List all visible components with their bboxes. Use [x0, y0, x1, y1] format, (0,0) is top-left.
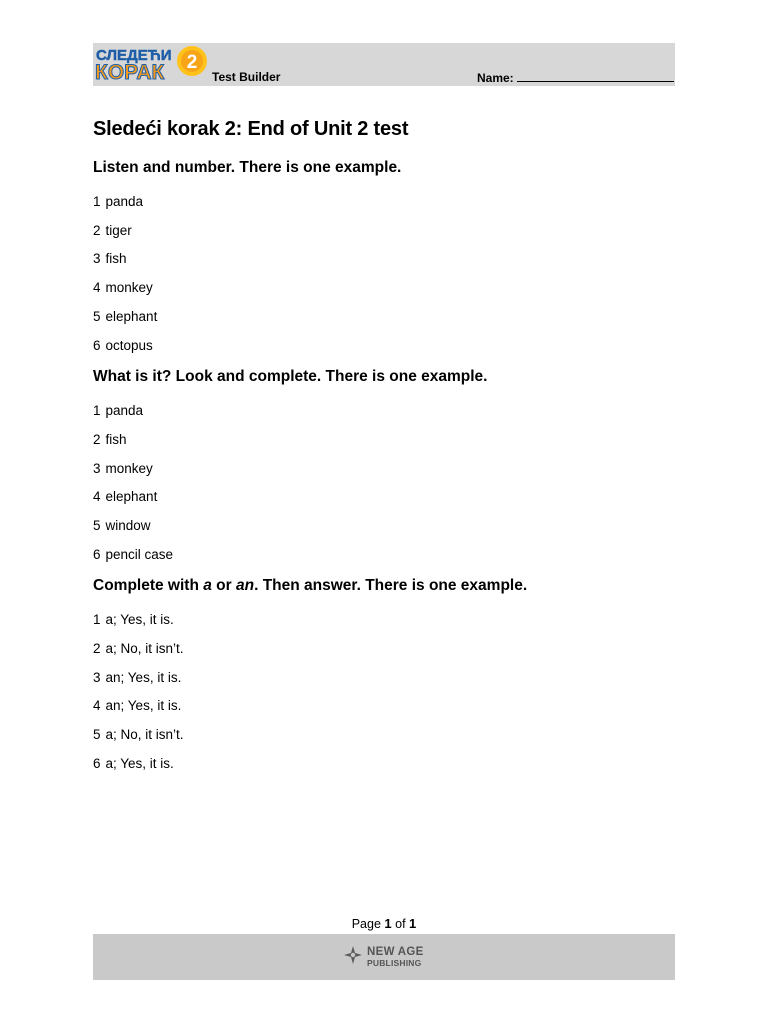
list-item: 3 an; Yes, it is. — [93, 670, 182, 685]
logo-line2: КОРАК — [95, 61, 165, 84]
section-2-title: What is it? Look and complete. There is one example. — [93, 368, 488, 385]
section-1-title: Listen and number. There is one example. — [93, 159, 402, 176]
list-item: 3 monkey — [93, 461, 153, 476]
list-item: 3 fish — [93, 251, 127, 266]
list-item: 2 tiger — [93, 223, 132, 238]
logo-line1: СЛЕДЕЋИ — [96, 47, 172, 64]
sledeci-korak-logo — [93, 43, 211, 86]
list-item: 5 window — [93, 518, 151, 533]
list-item: 6 pencil case — [93, 547, 174, 562]
name-label: Name: — [477, 71, 514, 85]
new-age-emblem-icon — [343, 945, 363, 970]
page-number: Page 1 of 1 — [351, 916, 417, 931]
section-3-title: Complete with a or an. Then answer. There is one example. — [93, 577, 528, 594]
name-underline[interactable] — [517, 70, 674, 82]
list-item: 1 panda — [93, 194, 144, 209]
logo-badge: 2 — [186, 52, 198, 73]
footer-bar — [93, 934, 675, 980]
list-item: 6 octopus — [93, 338, 153, 353]
name-field[interactable] — [477, 70, 674, 85]
list-item: 4 elephant — [93, 489, 158, 504]
list-item: 4 an; Yes, it is. — [93, 698, 182, 713]
list-item: 6 a; Yes, it is. — [93, 756, 174, 771]
list-item: 1 a; Yes, it is. — [93, 612, 174, 627]
list-item: 2 fish — [93, 432, 127, 447]
list-item: 5 a; No, it isn’t. — [93, 727, 184, 742]
publisher-subname: PUBLISHING — [367, 958, 422, 968]
list-item: 2 a; No, it isn’t. — [93, 641, 184, 656]
publisher-logo — [343, 944, 424, 970]
header-bar — [93, 43, 675, 86]
list-item: 4 monkey — [93, 280, 153, 295]
list-item: 5 elephant — [93, 309, 158, 324]
publisher-name: NEW AGE — [367, 945, 424, 958]
document-title: Sledeći korak 2: End of Unit 2 test — [93, 118, 409, 140]
app-label: Test Builder — [212, 70, 281, 84]
list-item: 1 panda — [93, 403, 144, 418]
